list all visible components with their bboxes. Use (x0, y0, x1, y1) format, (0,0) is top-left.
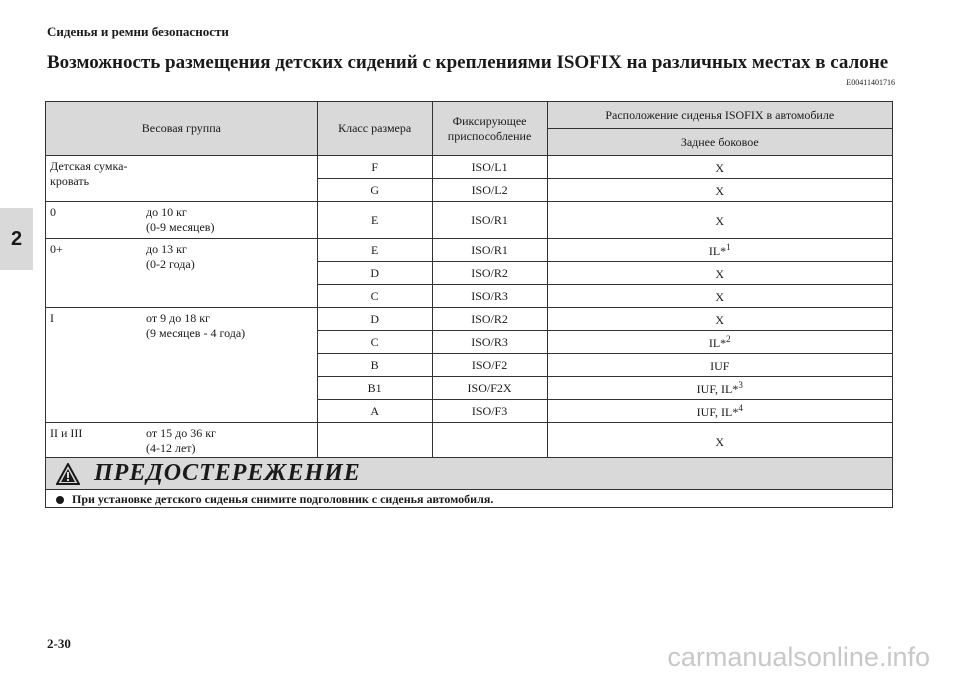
table-row (46, 202, 893, 239)
fixture-cell (432, 423, 547, 460)
size-class-cell: F (317, 156, 432, 179)
size-class-cell: B (317, 354, 432, 377)
size-class-cell: C (317, 285, 432, 308)
warning-item (46, 490, 892, 509)
fixture-cell: ISO/L1 (432, 156, 547, 179)
suitability-cell (547, 179, 892, 202)
weight-group-name: II и III (50, 426, 83, 440)
header-size-class: Класс размера (317, 102, 432, 156)
chapter-tab: 2 (0, 208, 33, 270)
size-class-cell: C (317, 331, 432, 354)
suitability-value: X (715, 434, 725, 449)
warning-text: При установке детского сиденья снимите подголовник с сиденья автомобиля. (72, 492, 494, 506)
suitability-cell (547, 202, 892, 239)
fixture-cell: ISO/F3 (432, 400, 547, 423)
suitability-cell (547, 285, 892, 308)
weight-group-cell (46, 308, 318, 423)
size-class-cell: D (317, 262, 432, 285)
warning-header (46, 458, 892, 490)
table-row (46, 239, 893, 262)
page-number: 2-30 (47, 636, 71, 651)
table-row (46, 156, 893, 179)
weight-group-cell (46, 156, 318, 202)
suitability-value: X (715, 289, 725, 304)
fixture-cell: ISO/R2 (432, 262, 547, 285)
suitability-cell (547, 400, 892, 423)
fixture-cell: ISO/R1 (432, 202, 547, 239)
fixture-cell: ISO/R3 (432, 285, 547, 308)
suitability-value: X (715, 183, 725, 198)
suitability-cell (547, 308, 892, 331)
suitability-cell (547, 239, 892, 262)
table-row (46, 308, 893, 331)
suitability-value: IL* (708, 335, 727, 350)
header-seat-location: Расположение сиденья ISOFIX в автомобиле (547, 102, 892, 129)
document-code: E00411401716 (846, 78, 895, 87)
isofix-table (45, 101, 893, 460)
warning-title: ПРЕДОСТЕРЕЖЕНИЕ (94, 460, 361, 486)
age-range: (0-9 месяцев) (146, 220, 215, 234)
fixture-cell: ISO/L2 (432, 179, 547, 202)
section-header: Сиденья и ремни безопасности (47, 24, 229, 39)
suitability-cell (547, 423, 892, 460)
fixture-cell: ISO/F2 (432, 354, 547, 377)
weight-group-name: Детская сумка-кровать (50, 159, 128, 188)
weight-group-name: 0+ (50, 242, 63, 256)
suitability-value: IL* (708, 243, 727, 258)
weight-range: до 13 кг (146, 242, 187, 256)
suitability-cell (547, 331, 892, 354)
header-fixture: Фиксирующее приспособление (432, 102, 547, 156)
size-class-cell: D (317, 308, 432, 331)
footnote-mark: 3 (738, 379, 743, 390)
page-title: Возможность размещения детских сидений с креплениями ISOFIX на различных местах в салоне (47, 52, 889, 73)
header-rear-side: Заднее боковое (547, 129, 892, 156)
fixture-cell: ISO/F2X (432, 377, 547, 400)
age-range: (4-12 лет) (146, 441, 196, 455)
suitability-value: IUF, IL* (696, 381, 739, 396)
size-class-cell: A (317, 400, 432, 423)
weight-group-name: 0 (50, 205, 56, 219)
weight-group-cell (46, 202, 318, 239)
suitability-cell (547, 354, 892, 377)
suitability-value: X (715, 160, 725, 175)
suitability-value: X (715, 213, 725, 228)
suitability-value: X (715, 266, 725, 281)
weight-range: до 10 кг (146, 205, 187, 219)
footnote-mark: 2 (726, 333, 731, 344)
age-range: (9 месяцев - 4 года) (146, 326, 246, 340)
suitability-cell (547, 377, 892, 400)
age-range: (0-2 года) (146, 257, 195, 271)
header-weight-group: Весовая группа (46, 102, 318, 156)
suitability-value: X (715, 312, 725, 327)
bullet-icon (56, 496, 64, 504)
size-class-cell: E (317, 202, 432, 239)
table-row (46, 423, 893, 460)
warning-box (45, 457, 893, 508)
watermark: carmanualsonline.info (667, 642, 930, 672)
suitability-value: IUF (710, 358, 730, 373)
size-class-cell (317, 423, 432, 460)
table-body (46, 156, 893, 460)
size-class-cell: B1 (317, 377, 432, 400)
footnote-mark: 4 (738, 402, 743, 413)
fixture-cell: ISO/R3 (432, 331, 547, 354)
warning-triangle-icon (56, 463, 80, 485)
size-class-cell: G (317, 179, 432, 202)
footnote-mark: 1 (726, 241, 731, 252)
size-class-cell: E (317, 239, 432, 262)
suitability-cell (547, 156, 892, 179)
weight-group-cell (46, 239, 318, 308)
weight-range: от 15 до 36 кг (146, 426, 216, 440)
weight-group-cell (46, 423, 318, 460)
weight-group-name: I (50, 311, 54, 325)
suitability-value: IUF, IL* (696, 404, 739, 419)
suitability-cell (547, 262, 892, 285)
weight-range: от 9 до 18 кг (146, 311, 210, 325)
fixture-cell: ISO/R2 (432, 308, 547, 331)
fixture-cell: ISO/R1 (432, 239, 547, 262)
